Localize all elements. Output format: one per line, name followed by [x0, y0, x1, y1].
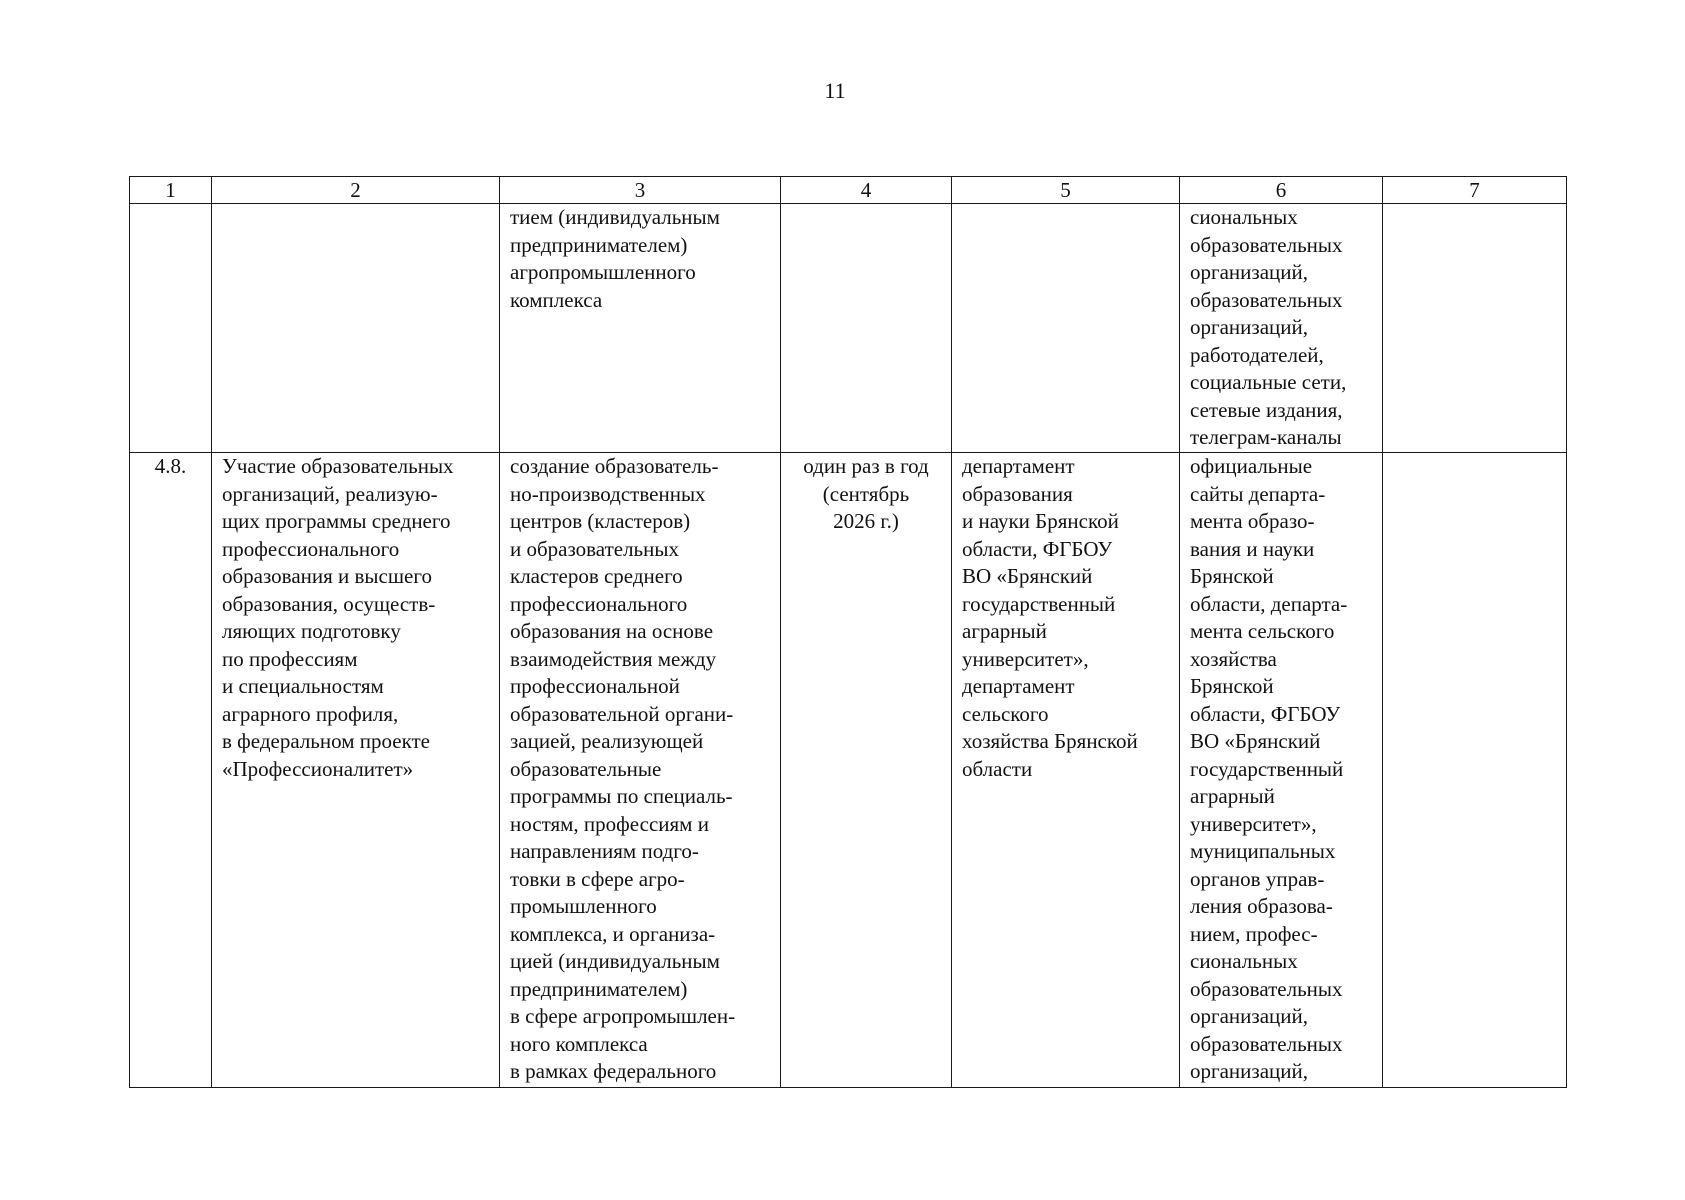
- column-number-6: 6: [1180, 177, 1383, 204]
- cell-channels: официальные сайты департа- мента образо- вания и науки Брянской области, департа- мента сельского хозяйства Брянской области, ФГБОУ ВО «Брянский государственный аграрный университет», муниципальных органов управ- ления образова- нием, профес- сиональных образовательных организаций, образовательных организаций,: [1180, 453, 1383, 1088]
- events-table: [129, 176, 1567, 1088]
- cell-number: 4.8.: [130, 453, 212, 1088]
- cell-content: тием (индивидуальным предпринимателем) агропромышленного комплекса: [500, 204, 781, 453]
- cell-notes: [1383, 453, 1567, 1088]
- column-number-2: 2: [212, 177, 500, 204]
- column-number-1: 1: [130, 177, 212, 204]
- table-row-4-8: [130, 453, 1567, 1088]
- column-number-7: 7: [1383, 177, 1567, 204]
- cell-timing: [781, 204, 952, 453]
- cell-timing: один раз в год (сентябрь 2026 г.): [781, 453, 952, 1088]
- column-number-3: 3: [500, 177, 781, 204]
- cell-number: [130, 204, 212, 453]
- column-number-row: [130, 177, 1567, 204]
- column-number-5: 5: [952, 177, 1180, 204]
- cell-event-name: [212, 204, 500, 453]
- cell-responsible: [952, 204, 1180, 453]
- cell-channels: сиональных образовательных организаций, образовательных организаций, работодателей, социальные сети, сетевые издания, телеграм-каналы: [1180, 204, 1383, 453]
- cell-content: создание образователь- но-производственных центров (кластеров) и образовательных кластеров среднего профессионального образования на основе взаимодействия между профессиональной образовательной органи- зацией, реализующей образовательные программы по специаль- ностям, профессиям и направлениям подго- товки в сфере агро- промышленного комплекса, и организа- цией (индивидуальным предпринимателем) в сфере агропромышлен- ного комплекса в рамках федерального: [500, 453, 781, 1088]
- column-number-4: 4: [781, 177, 952, 204]
- cell-notes: [1383, 204, 1567, 453]
- page-number: 11: [824, 78, 846, 103]
- cell-event-name: Участие образовательных организаций, реализую- щих программы среднего профессионального образования и высшего образования, осуществ- ляющих подготовку по профессиям и специальностям аграрного профиля, в федеральном проекте «Профессионалитет»: [212, 453, 500, 1088]
- cell-responsible: департамент образования и науки Брянской области, ФГБОУ ВО «Брянский государственный аграрный университет», департамент сельского хозяйства Брянской области: [952, 453, 1180, 1088]
- table-row-continuation: [130, 204, 1567, 453]
